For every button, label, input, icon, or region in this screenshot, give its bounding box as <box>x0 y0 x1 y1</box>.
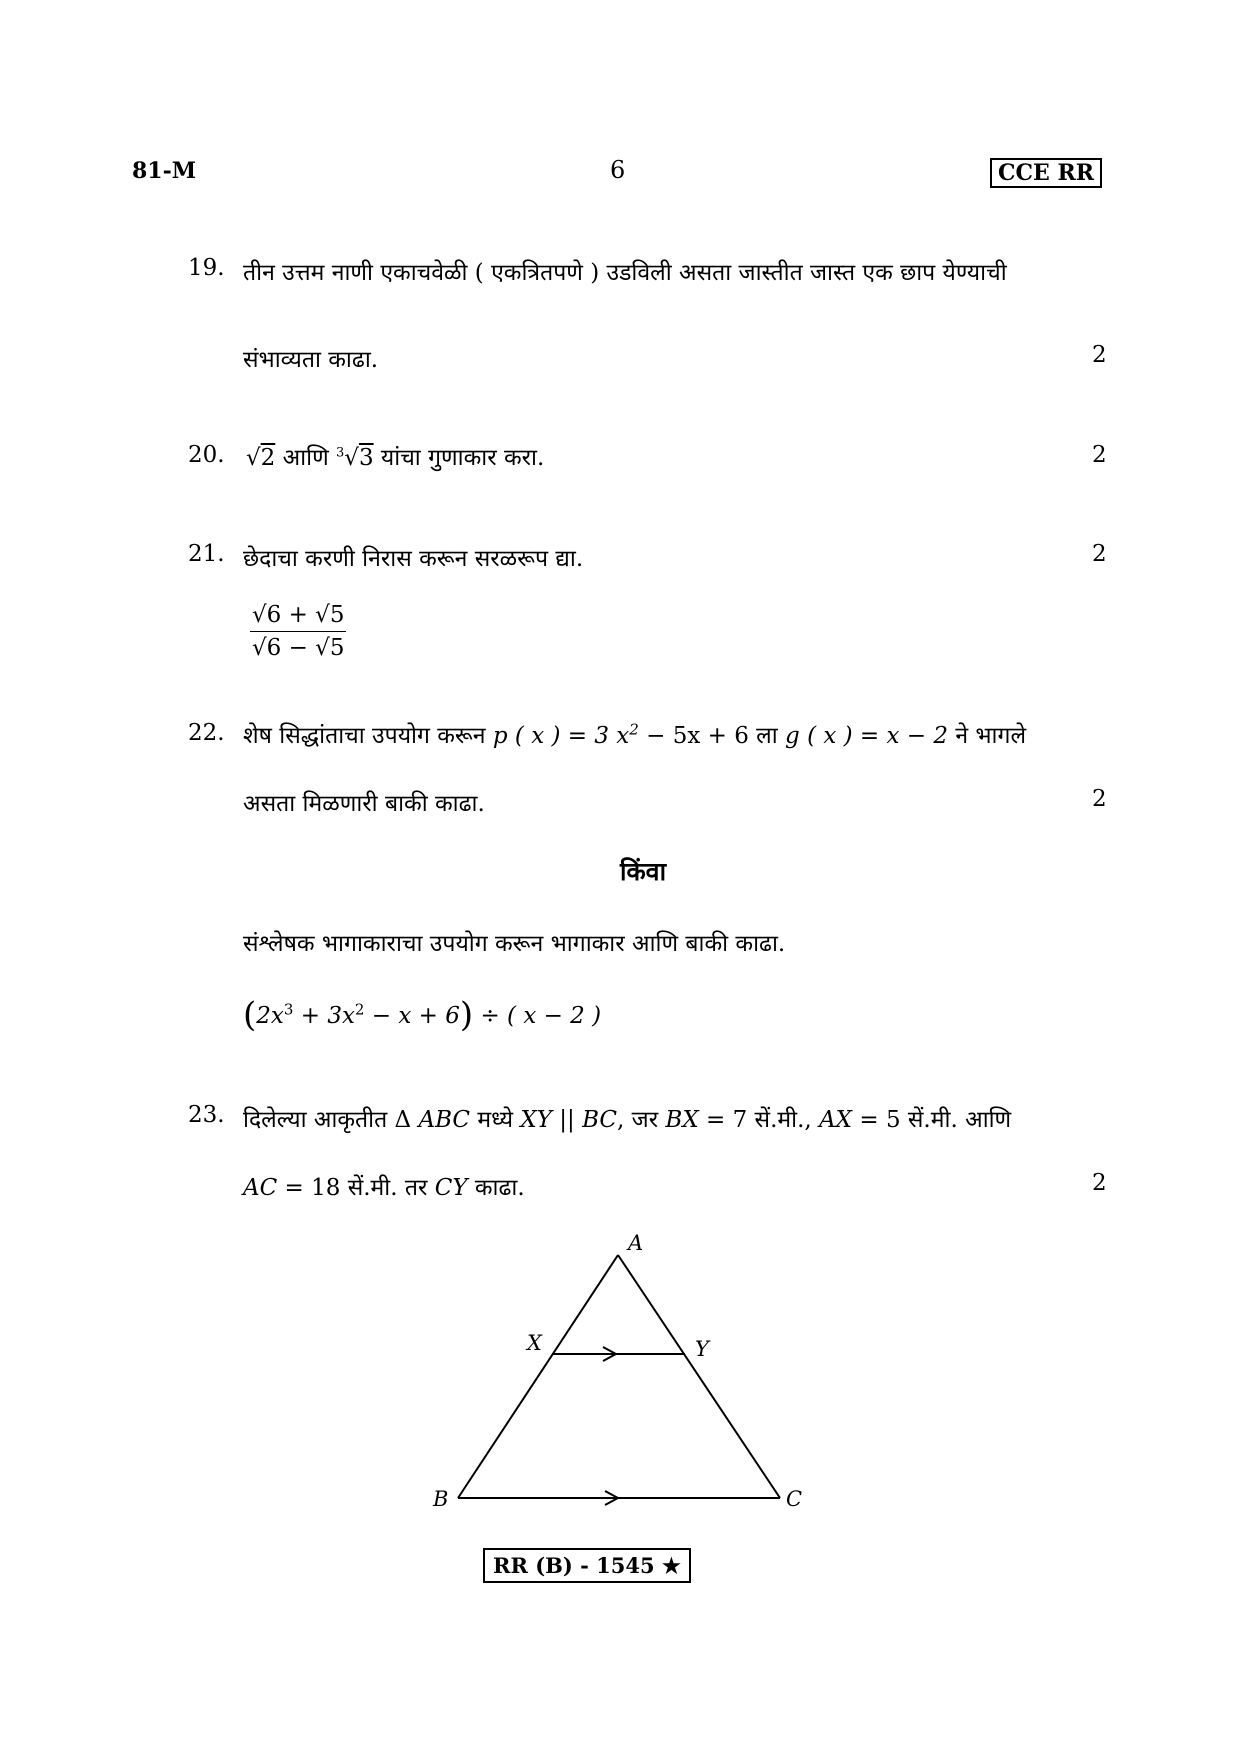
q19-line2: संभाव्यता काढा. <box>243 347 379 373</box>
series-box: CCE RR <box>990 158 1102 188</box>
label-c: C <box>786 1487 803 1511</box>
q22-number: 22. <box>188 720 225 746</box>
q20-marks: 2 <box>1092 442 1107 468</box>
q21-number: 21. <box>188 541 225 567</box>
q21-text: छेदाचा करणी निरास करून सरळरूप द्या. <box>243 546 584 572</box>
footer-code: RR (B) - 1545 <box>493 1553 655 1578</box>
label-a: A <box>628 1231 644 1255</box>
q22-marks: 2 <box>1092 786 1107 812</box>
label-b: B <box>433 1487 449 1511</box>
q23-line2: AC = 18 सें.मी. तर CY काढा. <box>243 1175 525 1201</box>
label-y: Y <box>695 1337 709 1361</box>
star-icon: ★ <box>661 1553 681 1578</box>
q23-marks: 2 <box>1092 1170 1107 1196</box>
q19-marks: 2 <box>1092 342 1107 368</box>
q22-alt-expression: $(2x^3 + 3x^2 - x + 6)$ ÷ ( x − 2 ) <box>243 995 602 1035</box>
q21-marks: 2 <box>1092 541 1107 567</box>
q20-and: आणि <box>282 445 329 471</box>
side-ac <box>618 1255 780 1498</box>
q21-numerator: √6 + √5 <box>250 602 346 632</box>
q23-line1: दिलेल्या आकृतीत Δ ABC मध्ये XY || BC, जर BX = 7 सें.मी., AX = 5 सें.मी. आणि <box>243 1107 1012 1133</box>
q19-number: 19. <box>188 255 225 281</box>
page-number: 6 <box>610 156 626 184</box>
q19-line1: तीन उत्तम नाणी एकाचवेळी ( एकत्रितपणे ) उडविली असता जास्तीत जास्त एक छाप येण्याची <box>243 260 1007 286</box>
or-separator: किंवा <box>620 857 667 886</box>
q22-px: p ( x ) = 3 $x^2$ <box>492 720 639 749</box>
sqrt-2: √2 <box>246 445 276 471</box>
q20-question: यांचा गुणाकार करा. <box>380 445 545 471</box>
q22-line1: शेष सिद्धांताचा उपयोग करून p ( x ) = 3 $x^2 - 5x + 6$ ला g ( x ) = x − 2 ने भागले <box>243 720 1027 749</box>
q22-line2: असता मिळणारी बाकी काढा. <box>243 791 485 817</box>
q22-alt-text: संश्लेषक भागाकाराचा उपयोग करून भागाकार आणि बाकी काढा. <box>243 931 786 957</box>
q23-number: 23. <box>188 1102 225 1128</box>
cube-root-3: $^3$√3 <box>336 445 374 471</box>
label-x: X <box>527 1331 542 1355</box>
q21-denominator: √6 − √5 <box>252 635 345 661</box>
footer-code-box <box>483 1548 691 1583</box>
paper-code: 81-M <box>132 158 197 184</box>
q22-gx: g ( x ) = x − 2 <box>785 723 948 749</box>
q20-number: 20. <box>188 442 225 468</box>
side-ab <box>458 1255 618 1498</box>
